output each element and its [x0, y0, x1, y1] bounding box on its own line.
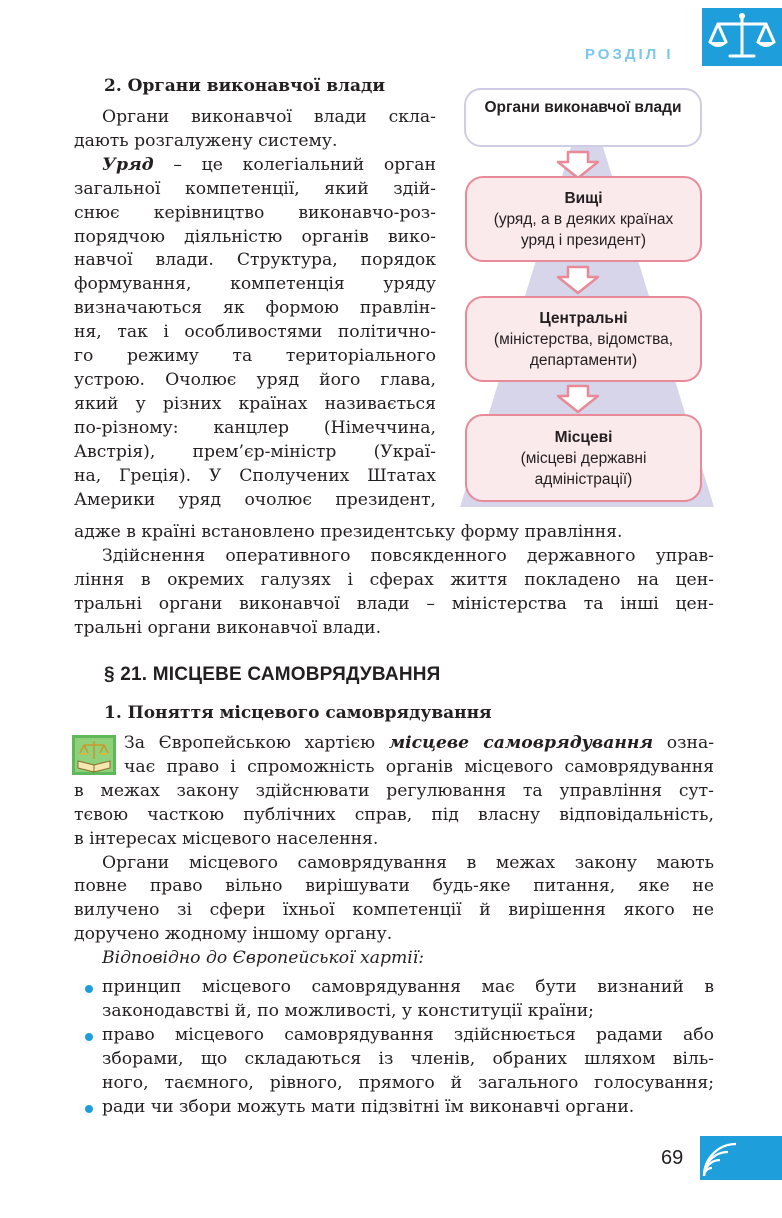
diagram-box-local [465, 414, 702, 502]
page-footer-tab [700, 1136, 782, 1180]
text-line: тєвою часткою публічних справ, під власну відповідальність, [74, 804, 714, 825]
paragraph-exec-system [74, 106, 436, 512]
text-line: порядчою діяльністю органів вико- [74, 226, 436, 247]
arrow-down-icon [554, 265, 602, 295]
term-local-self-government: місцеве самоврядування [388, 733, 654, 753]
text-line: го режиму та територіального [74, 346, 436, 367]
text-line: чає право і спроможність органів місцевого самоврядування [124, 756, 714, 777]
text-line [74, 732, 714, 756]
text-line: устрою. Очолює уряд його глава, [74, 369, 436, 390]
text-line: ня, так і особливостями політично- [74, 322, 436, 343]
text-line [74, 154, 436, 178]
charter-list [102, 976, 714, 1119]
section-label: РОЗДІЛ І [585, 46, 674, 63]
text-line: Органи виконавчої влади скла- [102, 107, 436, 127]
text-line: в межах закону здійснювати регулювання та управління сут- [74, 780, 714, 801]
bullet-dot [85, 1105, 93, 1113]
text-span: За Європейською хартією [124, 733, 389, 753]
box-desc: департаменти) [529, 352, 638, 369]
bullet-dot [85, 1033, 93, 1041]
box-title: Центральні [539, 310, 628, 327]
text-line: Америки уряд очолює президент, [74, 489, 436, 510]
box-desc: (міністерства, відомства, [493, 331, 674, 348]
box-desc: (уряд, а в деяких країнах [493, 211, 674, 228]
diagram-top-box: Органи виконавчої влади [464, 88, 702, 147]
text-line: тральні органи виконавчої влади. [74, 617, 382, 638]
definition-paragraph [74, 732, 714, 971]
box-desc: (місцеві державні [520, 450, 647, 467]
text-line: ління в окремих галузях і сферах життя покладено на цен- [74, 569, 714, 590]
subsection-heading: 2. Органи виконавчої влади [104, 76, 385, 96]
text-line: принцип місцевого самоврядування має бути визнаний в [102, 977, 714, 997]
text-line: право місцевого самоврядування здійснюється радами або [102, 1024, 714, 1045]
text-line: Здійснення оперативного повсякденного державного управ- [102, 545, 714, 566]
term-uryad: Уряд [102, 154, 154, 175]
scales-icon [702, 8, 782, 66]
list-item [102, 976, 714, 1024]
text-line: ного, таємного, рівного, прямого й загального голосування; [102, 1072, 714, 1093]
text-line: зборами, що складаються із членів, обраних шляхом віль- [102, 1048, 714, 1069]
subsection-heading: 1. Поняття місцевого самоврядування [104, 703, 492, 723]
page-number: 69 [661, 1147, 684, 1169]
arrow-down-icon [554, 384, 602, 414]
text-line: тральні органи виконавчої влади – міністерства та інші цен- [74, 593, 714, 614]
paragraph-central-organs [74, 521, 714, 641]
diagram-box-central [465, 296, 702, 382]
text-line: формування, компетенція уряду [74, 274, 436, 295]
text-line: повне право вільно вирішувати будь-яке питання, яке не [74, 876, 714, 897]
section-tab [702, 8, 782, 66]
text-line: який у різних країнах називається [74, 393, 436, 414]
text-line: Австрія), прем’єр-міністр (Украї- [74, 441, 436, 462]
text-span: озна- [653, 733, 714, 753]
list-item [102, 1096, 714, 1120]
text-line: загальної компетенції, який здій- [74, 178, 436, 199]
text-line: в інтересах місцевого населення. [74, 828, 379, 849]
text-line: Органи місцевого самоврядування в межах закону мають [102, 852, 714, 873]
text-line: вилучено зі сфери їхньої компетенції й вирішення якого не [74, 900, 714, 921]
text-line: законодавстві й, по можливості, у конституції країни; [102, 1000, 594, 1021]
box-title: Місцеві [554, 429, 613, 446]
section-title: § 21. МІСЦЕВЕ САМОВРЯДУВАННЯ [104, 664, 441, 685]
list-item [102, 1024, 714, 1096]
text-line: на, Греція). У Сполучених Штатах [74, 465, 436, 486]
text-span: – це колегіальний орган [153, 154, 436, 175]
charter-intro: Відповідно до Європейської хартії: [102, 948, 425, 969]
text-line: по-різному: канцлер (Німеччина, [74, 417, 436, 438]
box-desc: адміністрації) [534, 471, 633, 488]
text-line: доручено жодному іншому органу. [74, 924, 393, 945]
box-desc: уряд і президент) [520, 232, 647, 249]
text-line: ради чи збори можуть мати підзвітні їм виконавчі органи. [102, 1096, 635, 1117]
text-line: дають розгалужену систему. [74, 130, 338, 151]
text-line: визначаються як формою правлін- [74, 298, 436, 319]
diagram-box-higher [465, 176, 702, 262]
text-line: навчої влади. Структура, порядок [74, 250, 436, 271]
bullet-dot [85, 985, 93, 993]
text-line: адже в країні встановлено президентську форму правління. [74, 522, 623, 542]
text-line: снює керівництво виконавчо-роз- [74, 202, 436, 223]
box-title: Вищі [564, 190, 603, 207]
